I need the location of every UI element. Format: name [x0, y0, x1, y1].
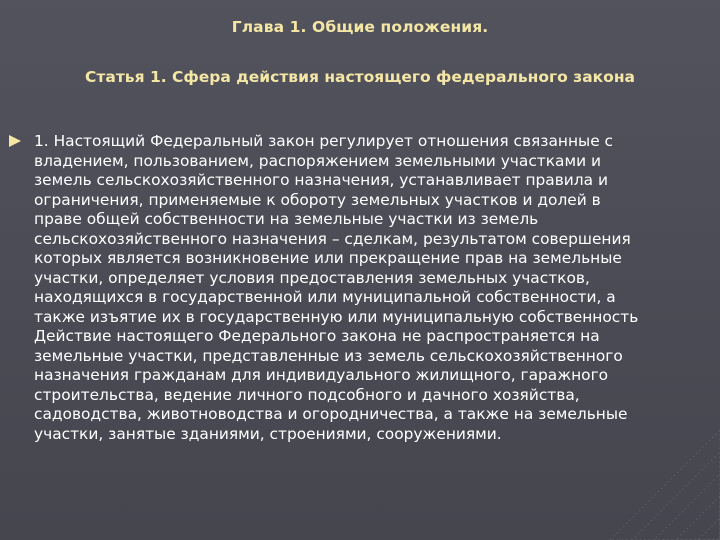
triangle-bullet-icon	[8, 133, 22, 149]
body-line: земельные участки, представленные из земель сельскохозяйственного	[34, 346, 623, 365]
body-line: участки, занятые зданиями, строениями, сооружениями.	[34, 424, 502, 443]
body-line: строительства, ведение личного подсобного и дачного хозяйства,	[34, 385, 580, 404]
body-line: которых является возникновение или прекращение прав на земельные	[34, 249, 622, 267]
body-line: назначения гражданам для индивидуального жилищного, гаражного	[34, 366, 609, 384]
article-body-text	[34, 132, 710, 444]
body-line: садоводства, животноводства и огородничества, а также на земельные	[34, 405, 628, 423]
body-line: земель сельскохозяйственного назначения, устанавливает правила и	[34, 171, 608, 189]
body-line: сельскохозяйственного назначения – сделкам, результатом совершения	[34, 229, 631, 248]
body-line: ограничения, применяемые к обороту земельных участков и долей в	[34, 190, 601, 209]
body-line: праве общей собственности на земельные участки из земель	[34, 210, 539, 228]
body-line: Действие настоящего Федерального закона не распространяется на	[34, 327, 600, 345]
article-title: Статья 1. Сфера действия настоящего федерального закона	[85, 68, 635, 86]
chapter-title: Глава 1. Общие положения.	[231, 18, 489, 36]
body-line: также изъятие их в государственную или муниципальную собственность	[34, 307, 639, 326]
body-line: владением, пользованием, распоряжением земельными участками и	[34, 151, 601, 170]
body-line: 1. Настоящий Федеральный закон регулирует отношения связанные с	[34, 132, 614, 150]
body-line: находящихся в государственной или муниципальной собственности, а	[34, 288, 616, 306]
decorative-triangles	[600, 430, 720, 540]
body-line: участки, определяет условия предоставления земельных участков,	[34, 268, 590, 287]
